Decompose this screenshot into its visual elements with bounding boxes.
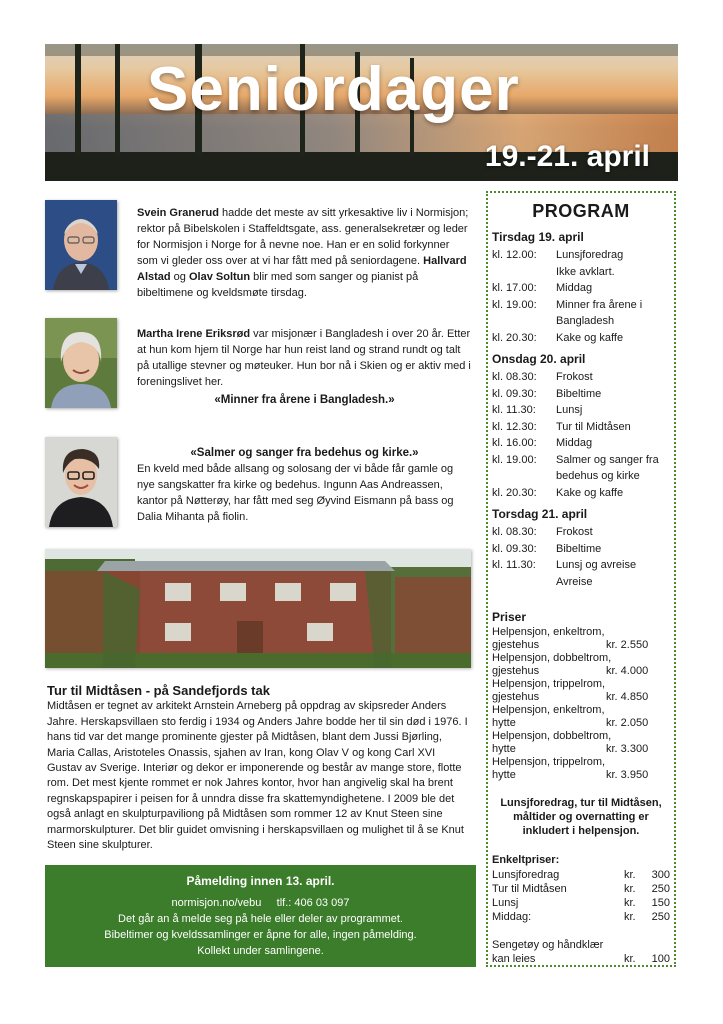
schedule-time: kl. 20.30:	[492, 486, 537, 499]
schedule-row	[492, 313, 670, 330]
singer-name: Hallvard Alstad	[137, 255, 467, 283]
concert-text: En kveld med både allsang og solosang der vi både får gamle og nye sangskatter fra kirke og bedehus. Ingunn Aas Andreassen, kantor på Nøtterøy, har fått med seg Øyvind Eismann på bass og Dalia Mihanta på fiolin.	[137, 463, 454, 523]
speaker-photo-3	[45, 437, 117, 527]
schedule-row	[492, 541, 670, 558]
program-day-heading: Torsdag 21. april	[492, 507, 588, 521]
speaker-photo-2	[45, 318, 117, 408]
price-value: kr. 3.300	[606, 743, 649, 755]
speaker-photo-1	[45, 200, 117, 290]
schedule-row	[492, 330, 670, 347]
schedule-activity: Bangladesh	[556, 315, 615, 327]
speaker-bio-1	[137, 205, 472, 301]
schedule-activity: bedehus og kirke	[556, 470, 640, 482]
schedule-time: kl. 08.30:	[492, 526, 537, 538]
schedule-time	[492, 574, 556, 591]
linen-label: kan leies	[492, 953, 536, 965]
schedule-row	[492, 524, 670, 541]
schedule-activity: Frokost	[556, 371, 593, 383]
trip-article	[47, 683, 471, 853]
price-row	[492, 639, 670, 652]
price-label: hytte	[492, 717, 516, 729]
schedule-activity: Salmer og sanger fra	[556, 453, 659, 466]
page-title: Seniordager	[147, 55, 520, 124]
schedule-activity: Tur til Midtåsen	[556, 420, 631, 433]
schedule-row	[492, 419, 670, 436]
schedule-row	[492, 369, 670, 386]
schedule-row	[492, 402, 670, 419]
schedule-time: kl. 12.00:	[492, 249, 537, 261]
single-prices-title: Enkeltpriser:	[492, 854, 560, 866]
single-price-row	[492, 910, 670, 924]
price-row	[492, 652, 670, 665]
schedule-time: kl. 09.30:	[492, 387, 537, 400]
pianist-name: Olav Soltun	[188, 271, 251, 283]
schedule-time: kl. 20.30:	[492, 331, 537, 344]
signup-contact: normisjon.no/vebu tlf.: 406 03 097	[171, 897, 350, 909]
schedule-time	[492, 264, 556, 281]
schedule-row	[492, 386, 670, 403]
schedule-row	[492, 247, 670, 264]
signup-line: Kollekt under samlingene.	[197, 945, 324, 957]
bio-text: og	[170, 271, 189, 283]
schedule-row	[492, 468, 670, 485]
schedule-time: kl. 11.30:	[492, 404, 536, 416]
program-title: PROGRAM	[532, 201, 630, 221]
schedule-time	[492, 468, 556, 485]
price-label: Helpensjon, enkeltrom,	[492, 626, 605, 638]
price-label: Helpensjon, dobbeltrom,	[492, 730, 612, 742]
program-box	[486, 191, 676, 967]
schedule-row	[492, 435, 670, 452]
price-label: hytte	[492, 743, 516, 755]
price-value: kr. 2.050	[606, 717, 649, 729]
signup-line: Det går an å melde seg på hele eller deler av programmet.	[118, 913, 403, 925]
schedule-time: kl. 19.00:	[492, 453, 537, 466]
concert-title: «Salmer og sanger fra bedehus og kirke.»	[190, 447, 419, 459]
schedule-activity: Bibeltime	[556, 387, 602, 400]
schedule-activity: Ikke avklart.	[556, 265, 615, 278]
schedule-row	[492, 485, 670, 502]
currency: kr.	[624, 897, 636, 909]
bio-text: var misjonær i Bangladesh i over 20 år. Etter at hun kom hjem til Norge har hun reist land og strand rundt og talt på utallige stevner og møteuker. Hun bor nå i Skien og er aktiv med i foreningslivet her.	[137, 328, 471, 388]
price-row	[492, 691, 670, 704]
currency: kr.	[624, 911, 636, 923]
speaker-name: Martha Irene Eriksrød	[137, 328, 251, 340]
talk-title: «Minner fra årene i Bangladesh.»	[214, 394, 395, 406]
prices-title: Priser	[492, 610, 527, 624]
price-row	[492, 756, 670, 769]
currency: kr.	[624, 953, 636, 965]
signup-line: Bibeltimer og kveldssamlinger er åpne for alle, ingen påmelding.	[104, 929, 417, 941]
price-row	[492, 730, 670, 743]
schedule-activity: Middag	[556, 437, 593, 449]
signup-deadline: Påmelding innen 13. april.	[186, 874, 335, 888]
price-value: 150	[651, 897, 670, 909]
single-price-label: Tur til Midtåsen	[492, 883, 567, 895]
price-label: gjestehus	[492, 691, 540, 703]
schedule-activity: Kake og kaffe	[556, 486, 624, 499]
schedule-row	[492, 574, 670, 591]
schedule-row	[492, 297, 670, 314]
schedule-time: kl. 19.00:	[492, 298, 537, 311]
schedule-activity: Bibeltime	[556, 542, 602, 555]
program-day-heading: Tirsdag 19. april	[492, 230, 584, 244]
schedule-activity: Kake og kaffe	[556, 331, 624, 344]
signup-box	[45, 865, 476, 967]
schedule-activity: Lunsj og avreise	[556, 559, 637, 571]
single-price-label: Middag:	[492, 911, 532, 923]
schedule-activity: Minner fra årene i	[556, 298, 643, 311]
program-schedule	[492, 230, 670, 590]
price-value: 300	[651, 869, 670, 881]
single-price-label: Lunsjforedrag	[492, 869, 560, 881]
schedule-row	[492, 452, 670, 469]
price-value: kr. 4.000	[606, 665, 649, 677]
schedule-row	[492, 264, 670, 281]
concert-description	[137, 445, 472, 525]
event-dates: 19.-21. april	[484, 140, 650, 173]
article-body: Midtåsen er tegnet av arkitekt Arnstein Arneberg på oppdrag av skipsreder Anders Jahre. Herskapsvillaen sto ferdig i 1934 og Anders Jahre bodde her til sin død i 1976. I hans tid var det mange prominente gjester på Midtåsen, blant dem Jussi Bjørling, Maria Callas, Aristoteles Onassis, sjahen av Iran, kong Olav V og kong Carl XVI Gustav av Sverige. Interiør og dekor er imponerende og består av mange store, flotte rom. Det mest kjente rommet er nok Jahres kontor, hvor han angivelig skal ha brent regnskapspapirer i peisen for å unndra disse fra skattemyndighetene. I 2009 ble det også anlagt en skulpturpaviliong på Midtåsen som rommer 12 av Knut Steen sine marmorskulpturer. Det blir guidet omvisning i herskapsvillaen og mulighet til å se Knut Steen sine skulpturer.	[47, 700, 468, 852]
linen-row	[492, 938, 670, 952]
linen-label: Sengetøy og håndklær	[492, 939, 604, 951]
single-price-row	[492, 896, 670, 910]
schedule-time: kl. 11.30:	[492, 559, 536, 571]
schedule-time: kl. 16.00:	[492, 437, 537, 449]
schedule-activity: Lunsjforedrag	[556, 249, 624, 261]
price-row	[492, 665, 670, 678]
price-row	[492, 743, 670, 756]
schedule-activity: Frokost	[556, 526, 593, 538]
price-row	[492, 704, 670, 717]
schedule-row	[492, 557, 670, 574]
single-prices	[492, 854, 670, 966]
price-label: hytte	[492, 769, 516, 781]
price-value: kr. 2.550	[606, 639, 649, 651]
schedule-time	[492, 313, 556, 330]
price-label: Helpensjon, enkeltrom,	[492, 704, 605, 716]
price-label: gjestehus	[492, 639, 540, 651]
schedule-row	[492, 280, 670, 297]
price-row	[492, 626, 670, 639]
schedule-time: kl. 17.00:	[492, 282, 537, 294]
program-day-heading: Onsdag 20. april	[492, 352, 586, 366]
price-value: 250	[651, 883, 670, 895]
currency: kr.	[624, 883, 636, 895]
price-value: 250	[651, 911, 670, 923]
bio-text: hadde det meste av sitt yrkesaktive liv i Normisjon; rektor på Bibelskolen i Staffeldtsgate, ass. generalsekretær og leder for Normisjon i Norge for å nevne noe. Han er en solid forkynner som vi gleder oss over at vi har fått med på seniordagene.	[137, 207, 469, 267]
price-label: Helpensjon, dobbeltrom,	[492, 652, 612, 664]
schedule-activity: Lunsj	[556, 404, 583, 416]
schedule-time: kl. 12.30:	[492, 420, 537, 433]
price-row	[492, 717, 670, 730]
price-label: Helpensjon, trippelrom,	[492, 756, 606, 768]
currency: kr.	[624, 869, 636, 881]
included-note: Lunsjforedrag, tur til Midtåsen, måltider og overnatting er inkludert i helpensjon.	[500, 797, 662, 837]
article-title: Tur til Midtåsen - på Sandefjords tak	[47, 683, 270, 698]
price-value: 100	[651, 953, 670, 965]
midtasen-photo	[45, 549, 471, 668]
price-label: Helpensjon, trippelrom,	[492, 678, 606, 690]
linen-row	[492, 952, 670, 966]
prices-section	[492, 610, 670, 782]
price-row	[492, 769, 670, 782]
single-price-row	[492, 868, 670, 882]
price-row	[492, 678, 670, 691]
schedule-activity: Avreise	[556, 575, 593, 588]
schedule-activity: Middag	[556, 282, 593, 294]
price-value: kr. 3.950	[606, 769, 649, 781]
bio-text: blir med som sanger og pianist på bibeltimene og kveldsmøte tirsdag.	[137, 271, 419, 299]
schedule-time: kl. 08.30:	[492, 371, 537, 383]
single-price-row	[492, 882, 670, 896]
speaker-bio-2	[137, 326, 472, 408]
speaker-name: Svein Granerud	[137, 207, 219, 219]
single-price-label: Lunsj	[492, 897, 519, 909]
schedule-time: kl. 09.30:	[492, 542, 537, 555]
price-label: gjestehus	[492, 665, 540, 677]
header-banner	[45, 44, 678, 181]
price-value: kr. 4.850	[606, 691, 649, 703]
